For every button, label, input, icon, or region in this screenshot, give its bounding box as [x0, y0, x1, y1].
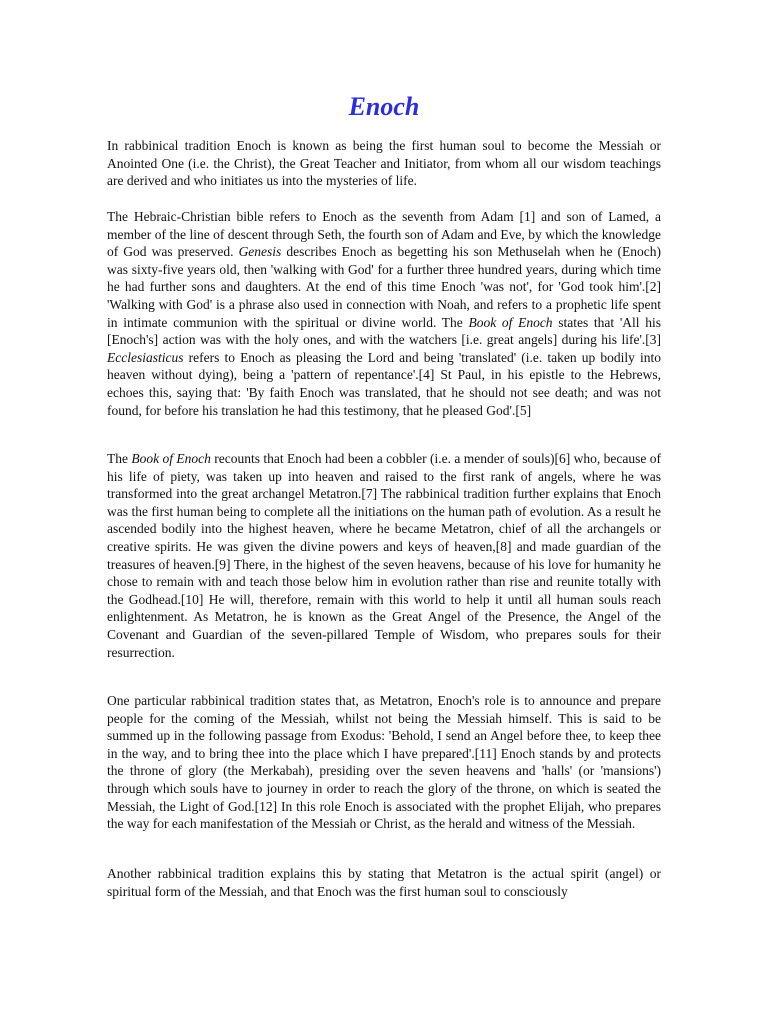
text-segment: Another rabbinical tradition explains this by stating that Metatron is the actual spirit (angel) or spiritual form of the Messiah, and that Enoch was the first human soul to consciously: [107, 866, 661, 899]
book-title-book-of-enoch: Book of Enoch: [468, 314, 553, 330]
text-segment: refers to Enoch as pleasing the Lord and being 'translated' (i.e. taken up bodily into heaven without dying), being a 'pattern of repentance'.[4] St Paul, in his epistle to the Hebrews, echoes this, saying that: 'By faith Enoch was translated, that he should not see death; and was not found, for before his translation he had this testimony, that he pleased God'.[5]: [107, 349, 661, 418]
paragraph-2: [107, 208, 661, 419]
paragraph-1: [107, 137, 661, 190]
paragraph-5: [107, 865, 661, 900]
text-segment: In rabbinical tradition Enoch is known as being the first human soul to become the Messiah or Anointed One (i.e. the Christ), the Great Teacher and Initiator, from whom all our wisdom teachings are derived and who initiates us into the mysteries of life.: [107, 138, 661, 189]
paragraph-3: [107, 450, 661, 661]
document-page: [107, 0, 662, 899]
paragraph-4: [107, 692, 661, 833]
text-segment: states that 'All his [Enoch's] action was with the holy ones, and with the watchers [i.e. great angels] during his life'.[3]: [107, 314, 661, 348]
text-segment: recounts that Enoch had been a cobbler (i.e. a mender of souls)[6] who, because of his life of piety, was taken up into heaven and raised to the first rank of angels, where he was transformed into the great archangel Metatron.[7] The rabbinical tradition further explains that Enoch was the first human being to complete all the initiations on the human path of evolution. As a result he ascended bodily into the highest heaven, where he became Metatron, chief of all the archangels or creative spirits. He was given the divine powers and keys of heaven,[8] and made guardian of the treasures of heaven.[9] There, in the highest of the seven heavens, because of his love for humanity he chose to remain with and teach those below him in evolution rather than rise and reunite totally with the Godhead.[10] He will, therefore, remain with this world to help it until all human souls reach enlightenment. As Metatron, he is known as the Great Angel of the Presence, the Angel of the Covenant and Guardian of the seven-pillared Temple of Wisdom, who prepares souls for their resurrection.: [107, 451, 661, 660]
page-title: Enoch: [348, 92, 420, 121]
book-title-book-of-enoch: Book of Enoch: [131, 451, 211, 466]
book-title-genesis: Genesis: [238, 244, 282, 260]
text-segment: The Hebraic-Christian bible refers to Enoch as the seventh from Adam [1] and son of Lamed, a member of the line of descent through Seth, the fourth son of Adam and Eve, by which the knowledge of God was preserved.: [107, 209, 661, 260]
text-segment: The: [107, 451, 132, 466]
text-segment: describes Enoch as begetting his son Methuselah when he (Enoch) was sixty-five years old, then 'walking with God' for a further three hundred years, during which time he had further sons and daughters. At the end of this time Enoch 'was not', for 'God took him'.[2] 'Walking with God' is a phrase also used in connection with Noah, and refers to a prophetic life spent in intimate communion with the spiritual or divine world. The: [107, 244, 662, 330]
book-title-ecclesiasticus: Ecclesiasticus: [107, 349, 184, 365]
text-segment: One particular rabbinical tradition states that, as Metatron, Enoch's role is to announce and prepare people for the coming of the Messiah, whilst not being the Messiah himself. This is said to be summed up in the following passage from Exodus: 'Behold, I send an Angel before thee, to keep thee in the way, and to bring thee into the place which I have prepared'.[11] Enoch stands by and protects the throne of glory (the Merkabah), presiding over the seven heavens and 'halls' (or 'mansions') through which souls have to journey in order to reach the glory of the throne, on which is seated the Messiah, the Light of God.[12] In this role Enoch is associated with the prophet Elijah, who prepares the way for each manifestation of the Messiah or Christ, as the herald and witness of the Messiah.: [107, 693, 661, 832]
